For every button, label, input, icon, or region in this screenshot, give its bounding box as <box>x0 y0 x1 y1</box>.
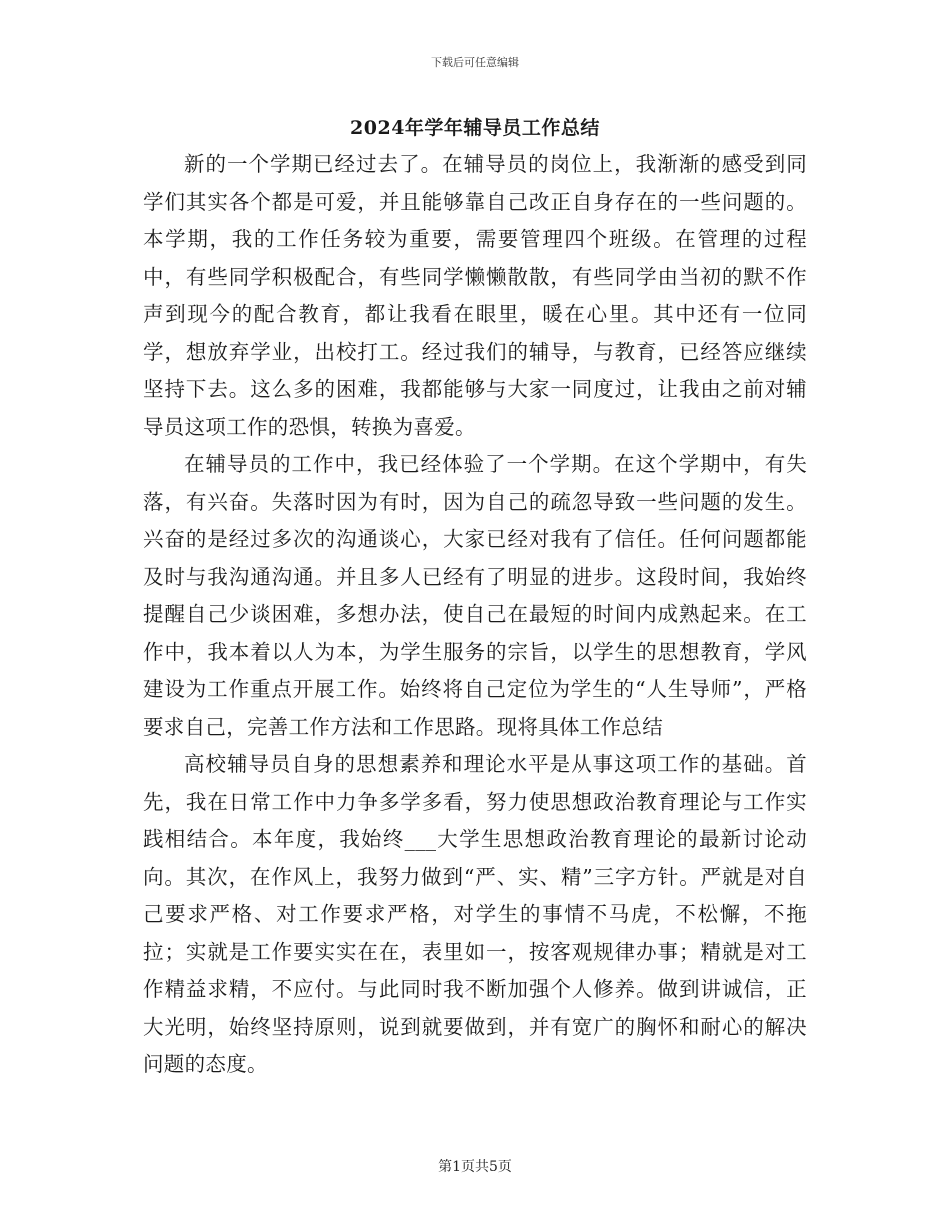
paragraph-3: 高校辅导员自身的思想素养和理论水平是从事这项工作的基础。首先，我在日常工作中力争多学多看，努力使思想政治教育理论与工作实践相结合。本年度，我始终___大学生思想政治教育理论的最新讨论动向。其次，在作风上，我努力做到“严、实、精”三字方针。严就是对自己要求严格、对工作要求严格，对学生的事情不马虎，不松懈，不拖拉；实就是工作要实实在在，表里如一，按客观规律办事；精就是对工作精益求精，不应付。与此同时我不断加强个人修养。做到讲诚信，正大光明，始终坚持原则，说到就要做到，并有宽广的胸怀和耐心的解决问题的态度。 <box>143 752 807 1076</box>
page-number: 第1页共5页 <box>438 1159 512 1175</box>
document-body <box>143 146 807 1084</box>
paragraph-1: 新的一个学期已经过去了。在辅导员的岗位上，我渐渐的感受到同学们其实各个都是可爱，并且能够靠自己改正自身存在的一些问题的。本学期，我的工作任务较为重要，需要管理四个班级。在管理的过程中，有些同学积极配合，有些同学懒懒散散，有些同学由当初的默不作声到现今的配合教育，都让我看在眼里，暖在心里。其中还有一位同学，想放弃学业，出校打工。经过我们的辅导，与教育，已经答应继续坚持下去。这么多的困难，我都能够与大家一同度过，让我由之前对辅导员这项工作的恐惧，转换为喜爱。 <box>143 152 807 439</box>
paragraph-2: 在辅导员的工作中，我已经体验了一个学期。在这个学期中，有失落，有兴奋。失落时因为有时，因为自己的疏忽导致一些问题的发生。兴奋的是经过多次的沟通谈心，大家已经对我有了信任。任何问题都能及时与我沟通沟通。并且多人已经有了明显的进步。这段时间，我始终提醒自己少谈困难，多想办法，使自己在最短的时间内成熟起来。在工作中，我本着以人为本，为学生服务的宗旨，以学生的思想教育，学风建设为工作重点开展工作。始终将自己定位为学生的“人生导师”，严格要求自己，完善工作方法和工作思路。现将具体工作总结 <box>143 452 807 739</box>
page-header-note: 下载后可任意编辑 <box>431 56 519 69</box>
document-title: 2024年学年辅导员工作总结 <box>350 117 600 139</box>
